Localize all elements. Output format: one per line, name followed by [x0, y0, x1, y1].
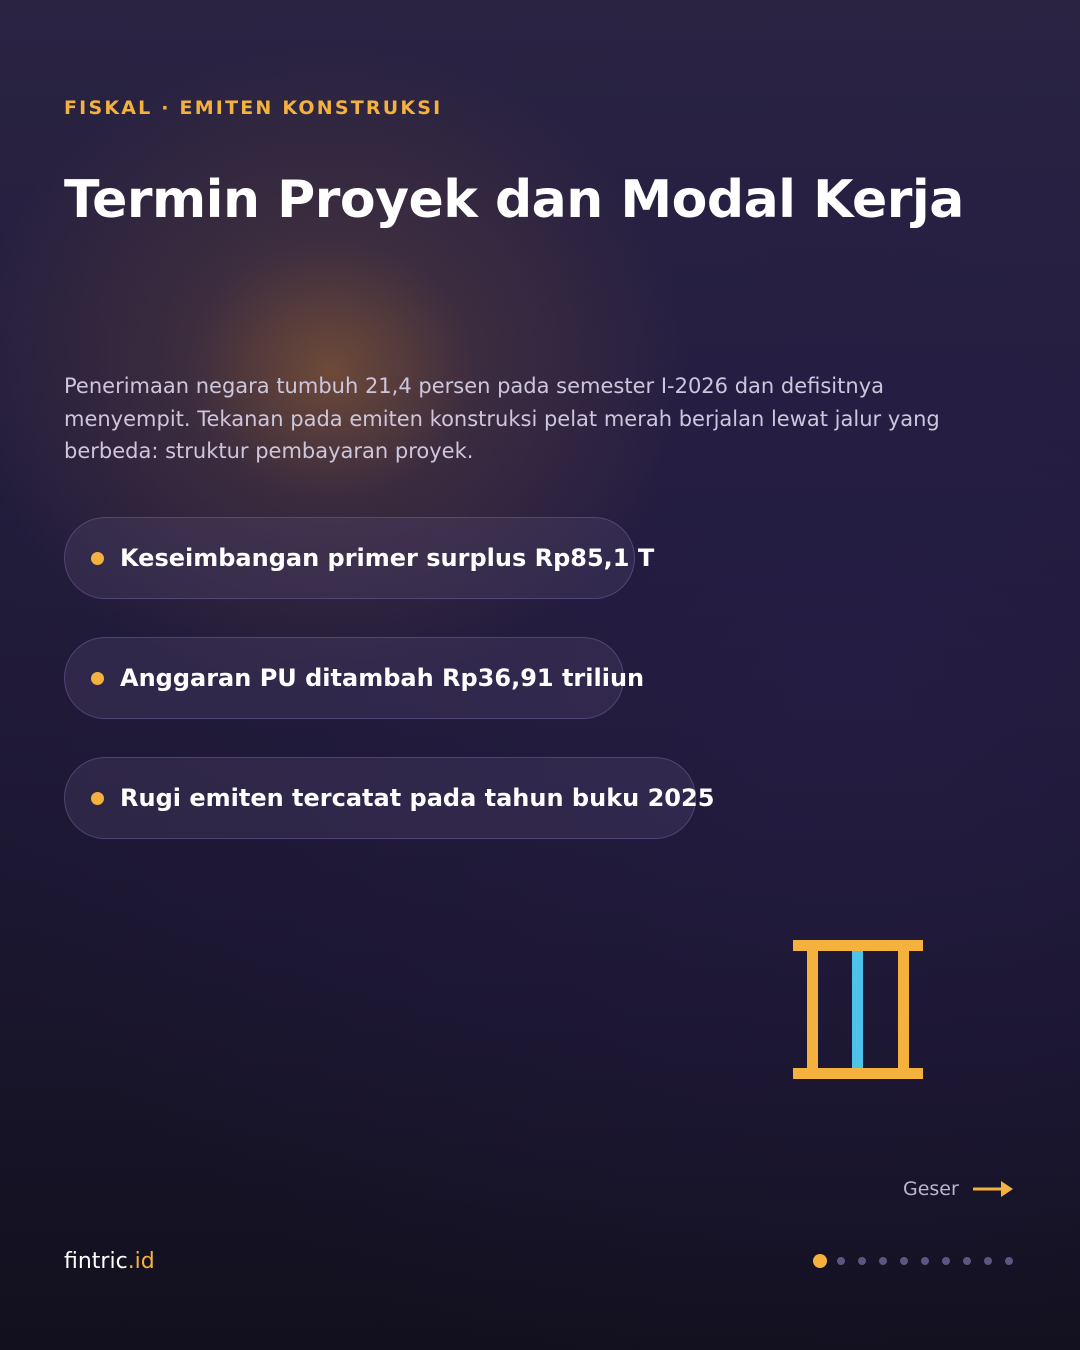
brand-name: fintric: [64, 1249, 128, 1274]
brand-tld: .id: [127, 1249, 155, 1274]
category-eyebrow: FISKAL · EMITEN KONSTRUKSI: [64, 97, 443, 119]
highlight-pill: [64, 637, 645, 719]
swipe-hint[interactable]: [903, 1178, 1015, 1200]
pagination-dot[interactable]: [963, 1257, 971, 1265]
pagination-dot[interactable]: [921, 1257, 929, 1265]
bullet-dot-icon: [91, 672, 104, 685]
pagination-dot[interactable]: [879, 1257, 887, 1265]
pagination-dot[interactable]: [858, 1257, 866, 1265]
highlight-text: Anggaran PU ditambah Rp36,91 triliun: [120, 664, 645, 692]
highlight-text: Keseimbangan primer surplus Rp85,1 T: [120, 544, 655, 572]
bullet-dot-icon: [91, 552, 104, 565]
swipe-label: Geser: [903, 1178, 959, 1200]
brand-logo: [64, 1249, 155, 1274]
pagination-dot[interactable]: [837, 1257, 845, 1265]
pagination-dot[interactable]: [900, 1257, 908, 1265]
slide-title: Termin Proyek dan Modal Kerja: [64, 170, 964, 230]
roman-numeral-three-icon: [793, 940, 923, 1080]
highlight-pill: [64, 517, 655, 599]
pagination-dot[interactable]: [984, 1257, 992, 1265]
arrow-right-icon: [973, 1179, 1015, 1199]
highlight-pill: [64, 757, 715, 839]
lede-paragraph: Penerimaan negara tumbuh 21,4 persen pada semester I-2026 dan defisitnya menyempit. Tekanan pada emiten konstruksi pelat merah berjalan lewat jalur yang berbeda: struktur pembayaran proyek.: [64, 374, 940, 463]
highlight-text: Rugi emiten tercatat pada tahun buku 2025: [120, 784, 715, 812]
bullet-dot-icon: [91, 792, 104, 805]
pagination-dot-active[interactable]: [813, 1254, 827, 1268]
pagination-dot[interactable]: [942, 1257, 950, 1265]
pagination-dot[interactable]: [1005, 1257, 1013, 1265]
pagination-dots: [813, 1254, 1026, 1268]
